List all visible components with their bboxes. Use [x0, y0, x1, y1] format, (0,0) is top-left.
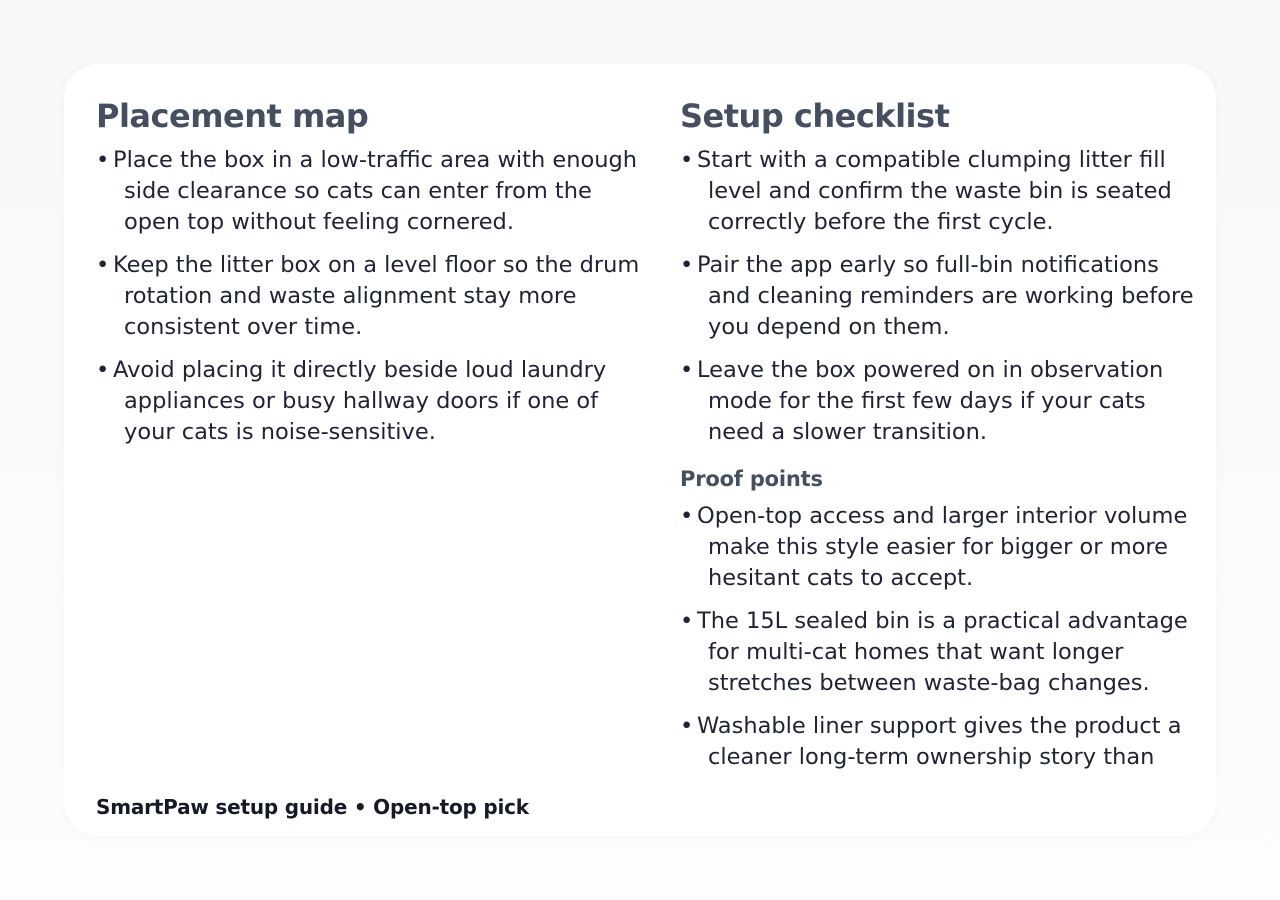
list-item: • Avoid placing it directly beside loud laundry appliances or busy hallway doors if one of your cats is noise-sensitive.	[96, 357, 607, 445]
footer-caption: SmartPaw setup guide • Open-top pick	[96, 795, 529, 819]
setup-heading: Setup checklist	[680, 97, 950, 135]
bullet-icon: •	[680, 357, 694, 383]
bullet-icon: •	[680, 713, 694, 739]
bullet-icon: •	[680, 608, 694, 634]
bullet-icon: •	[96, 357, 110, 383]
list-item: • Pair the app early so full-bin notifications and cleaning reminders are working before you depend on them.	[680, 252, 1194, 340]
placement-section	[96, 92, 641, 448]
list-item: • The 15L sealed bin is a practical advantage for multi-cat homes that want longer stretches between waste-bag changes.	[680, 608, 1188, 696]
list-item: • Keep the litter box on a level floor so the drum rotation and waste alignment stay more consistent over time.	[96, 252, 640, 340]
bullet-icon: •	[680, 503, 694, 529]
list-item: • Washable liner support gives the product a cleaner long-term ownership story than	[680, 713, 1182, 770]
guide-card	[64, 64, 1216, 836]
proof-heading: Proof points	[680, 467, 823, 491]
bullet-icon: •	[96, 252, 110, 278]
bullet-icon: •	[96, 147, 110, 173]
list-item: • Leave the box powered on in observation mode for the first few days if your cats need a slower transition.	[680, 357, 1164, 445]
bullet-icon: •	[680, 252, 694, 278]
setup-section	[680, 92, 1196, 774]
bullet-icon: •	[680, 147, 694, 173]
setup-list	[680, 145, 1196, 448]
list-item: • Start with a compatible clumping litter fill level and confirm the waste bin is seated correctly before the first cycle.	[680, 147, 1172, 235]
list-item: • Place the box in a low-traffic area with enough side clearance so cats can enter from the open top without feeling cornered.	[96, 147, 638, 235]
placement-list	[96, 145, 641, 448]
placement-heading: Placement map	[96, 97, 369, 135]
list-item: • Open-top access and larger interior volume make this style easier for bigger or more hesitant cats to accept.	[680, 503, 1188, 591]
proof-list	[680, 501, 1196, 773]
